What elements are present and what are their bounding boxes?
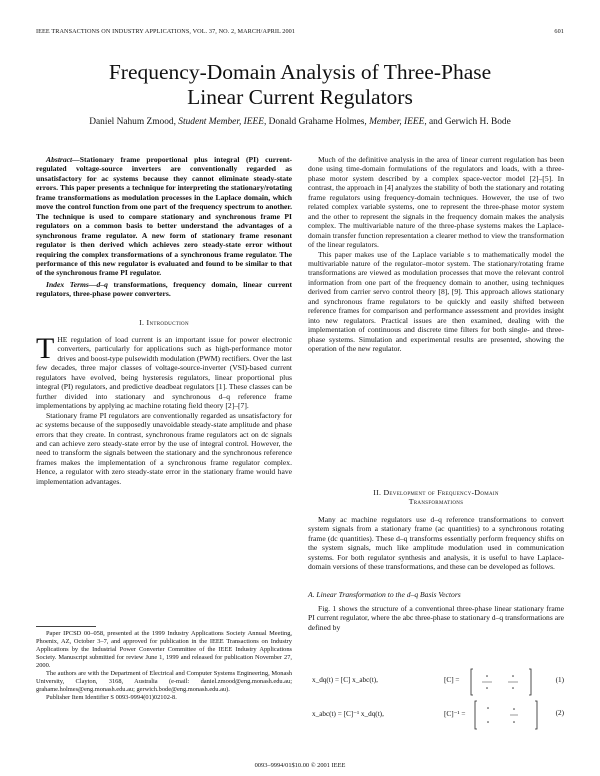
- index-terms-label: Index Terms—: [46, 280, 97, 289]
- right-paragraph-1: Much of the definitive analysis in the area of linear current regulation has been done using time-domain formulations of the regulators and loads, with a three-phase motor system described by a complex space-vector model [2]–[5]. In contrast, the approach in [4] analyzes the stability of both the stationary and rotating frame regulators using frequency-domain techniques. However, the use of two related complex variable systems, one to represent the three-phase motor system and the other to represent the signals in the frequency domain makes the analysis complex. The multivariable nature of the three-phase systems makes the Laplace-domain transfer function representation a clearer method to view the transformation of the linear regulators.: [308, 155, 564, 250]
- equation-1: [308, 668, 564, 696]
- section-2-body: [308, 515, 564, 572]
- right-column-text: [308, 155, 564, 354]
- equation-2-lhs: x_abc(t) = [C]⁻¹ x_dq(t),: [312, 710, 384, 718]
- right-paragraph-4: Fig. 1 shows the structure of a conventional three-phase linear stationary frame PI current regulator, where the abc three-phase to stationary d–q transformations are defined by: [308, 604, 564, 632]
- index-terms-dq: d–q: [96, 280, 108, 289]
- abstract-text: Stationary frame proportional plus integral (PI) current-regulated voltage-source inverters are conventionally regarded as unsatisfactory for ac systems because they cannot eliminate steady-state errors. This paper presents a technique for interpreting the stationary/rotating frame transformations as modulation processes in the Laplace domain, which move the control function from one part of the frequency spectrum to another. The technique is used to compare stationary and synchronous frame PI regulators on a common basis to better understand the advantages of a synchronous frame regulator. A new form of stationary frame resonant regulator is then derived which achieves zero steady-state error without requiring the complex transformations of a synchronous frame regulator. The performance of this new regulator is evaluated and found to be similar to that of the synchronous frame PI regulator.: [36, 155, 292, 278]
- footnote-2: The authors are with the Department of Electrical and Computer Systems Engineering, Monash University, Clayton, 3168, Australia (e-mail: daniel.zmood@eng.monash.edu.au; grahame.holmes@eng.monash.edu.au; gerwich.bode@eng.monash.edu.au).: [36, 670, 292, 693]
- section-2-title-line-2: Transformations: [408, 497, 464, 507]
- abstract: [36, 155, 292, 278]
- equation-2-matrix: [474, 700, 538, 730]
- author-1-role: Student Member, IEEE: [178, 117, 264, 127]
- author-3: , and Gerwich H. Bode: [424, 117, 511, 127]
- copyright-footer: 0093–9994/01$10.00 © 2001 IEEE: [254, 762, 346, 769]
- index-terms-text: transformations, frequency domain, linear current regulators, three-phase power converters.: [36, 280, 293, 299]
- intro-paragraph-1: [36, 332, 292, 411]
- equation-1-lhs: x_dq(t) = [C] x_abc(t),: [312, 676, 378, 684]
- title-line-1: Frequency-Domain Analysis of Three-Phase: [108, 60, 492, 84]
- subsection-a-body: [308, 604, 564, 632]
- section-1-heading: [36, 318, 292, 327]
- abstract-label: Abstract—: [46, 155, 80, 164]
- section-2-title-line-1: Development of Frequency-Domain: [383, 488, 499, 497]
- equation-1-number: (1): [555, 676, 564, 684]
- index-terms: [36, 280, 292, 299]
- equation-1-matrix-label: [C] =: [444, 676, 460, 684]
- author-2-role: Member, IEEE: [369, 117, 425, 127]
- running-header: [36, 28, 564, 35]
- author-1: Daniel Nahum Zmood,: [89, 117, 179, 127]
- footnote-3: Publisher Item Identifier S 0093-9994(01)02102-8.: [46, 694, 177, 701]
- page-number: 601: [554, 28, 564, 35]
- subsection-a-heading: A. Linear Transformation to the d–q Basis Vectors: [308, 590, 461, 599]
- paper-title: [20, 60, 580, 110]
- author-2: , Donald Grahame Holmes,: [263, 117, 370, 127]
- equation-2-number: (2): [555, 709, 564, 717]
- section-1-body: [36, 332, 292, 486]
- intro-paragraph-1-text: HE regulation of load current is an important issue for power electronic converters, particularly for applications such as high-performance motor drives and boost-type pulsewidth modulation (PWM) rectifiers. Over the last few decades, three major classes of voltage-source-inverter (VSI)-based current regulators have evolved, being hysteresis regulators, linear proportional plus integral (PI) regulators, and predictive deadbeat regulators [1]. These classes can be further divided into stationary and synchronous d–q reference frame implementations by applying ac machine rotating field theory [2]–[7].: [36, 335, 292, 411]
- footnote-1: Paper IPCSD 00–058, presented at the 1999 Industry Applications Society Annual Meeting, Phoenix, AZ, October 3–7, and approved for publication in the IEEE Transactions on Industry Applications by the Industrial Power Converter Committee of the IEEE Industry Applications Society. Manuscript submitted for review June 1, 1999 and released for publication November 27, 2000.: [36, 630, 292, 669]
- title-line-2: Linear Current Regulators: [187, 85, 413, 109]
- equation-2: [308, 700, 564, 730]
- journal-header: IEEE TRANSACTIONS ON INDUSTRY APPLICATIONS, VOL. 37, NO. 2, MARCH/APRIL 2001: [36, 28, 296, 35]
- section-1-number: I.: [139, 318, 147, 327]
- author-line: [20, 117, 580, 127]
- drop-cap: T: [36, 332, 55, 365]
- equation-2-matrix-label: [C]⁻¹ =: [444, 710, 466, 718]
- section-2-heading: [308, 488, 564, 507]
- intro-paragraph-2: Stationary frame PI regulators are conventionally regarded as unsatisfactory for ac systems because of the supposedly unavoidable steady-state amplitude and phase errors that they create. In contrast, synchronous frame regulators act on dc signals and can achieve zero steady-state error by the use of integral control. However, the need to transform the signals between the stationary and the synchronous reference frames makes the implementation of a synchronous frame regulator complex. Hence, a regulator with zero steady-state error in the stationary frame would have implementation advantages.: [36, 410, 292, 486]
- footnote-rule: [36, 626, 96, 627]
- right-paragraph-2: This paper makes use of the Laplace variable s to mathematically model the multivariable nature of the regulator–motor system. The stationary/rotating frame transformations are viewed as modulation processes that move the relevant control information from one part of the frequency domain to another, using techniques derived from carrier servo control theory [8], [9]. This approach allows stationary and synchronous frame regulators to be quickly and easily shifted between reference frames for comparison and performance assessment and provides insight into new regulators. Practical issues are then examined, dealing with the implementation of continuous and discrete time filters for both single- and three-phase systems. Simulation and experimental results are presented, showing the operation of the new regulator.: [308, 249, 564, 354]
- section-2-number: II.: [373, 488, 384, 497]
- section-1-title: Introduction: [146, 318, 189, 327]
- footnotes: [36, 630, 292, 702]
- right-paragraph-3: Many ac machine regulators use d–q reference transformations to convert system signals from a stationary frame (ac quantities) to a synchronous rotating frame (dc quantities). These d–q transforms essentially perform frequency shifts on the system signals, much like amplitude modulation used in communication systems. For both regulator synthesis and analysis, it is useful to have Laplace-domain versions of these transformations, and these can be developed as follows.: [308, 515, 564, 572]
- equation-1-matrix: [470, 668, 532, 696]
